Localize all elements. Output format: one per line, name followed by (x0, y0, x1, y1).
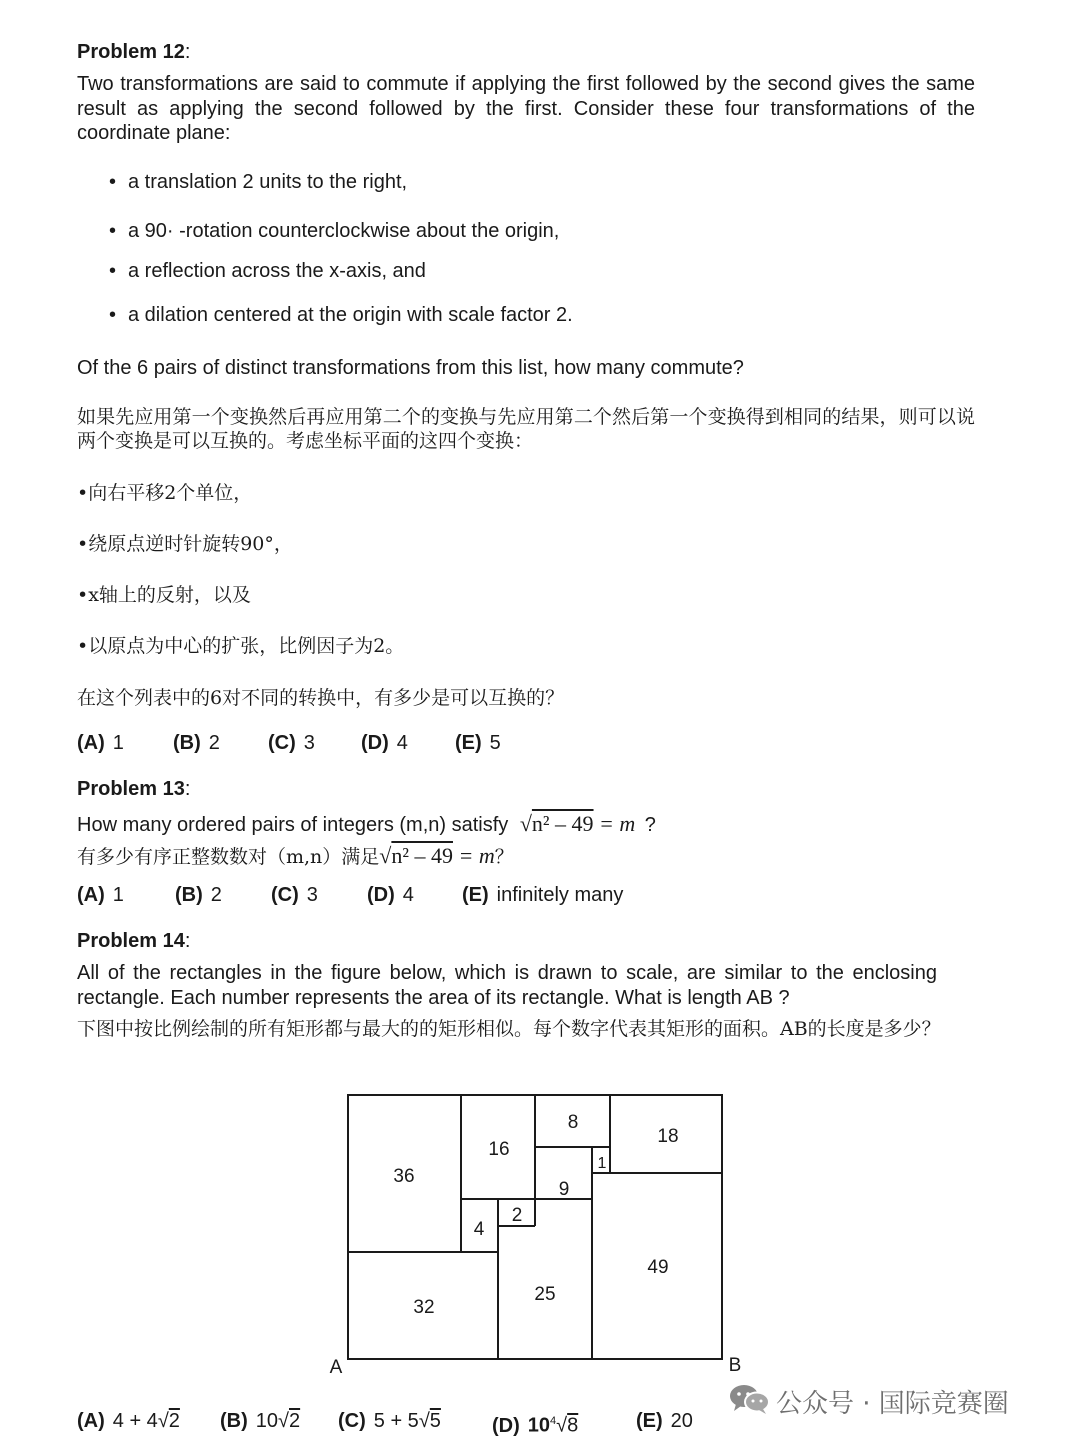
problem-13-question (77, 812, 656, 838)
problem-14-title: Problem 14 (77, 930, 185, 952)
point-label-a: A (329, 1357, 343, 1378)
p12-zh-bullet-4: •以原点为中心的扩张，比例因子为2。 (77, 635, 405, 657)
p12-choice-d: (D) 4 (361, 732, 408, 754)
p13-choice-e: (E) infinitely many (462, 884, 624, 906)
wechat-icon (728, 1382, 772, 1416)
p13-zh-equation (379, 843, 494, 868)
p14-choice-d: (D) $10^4√8$ (492, 1414, 579, 1437)
p12-zh-bullet-2: •绕原点逆时针旋转90°， (77, 533, 293, 555)
problem-13-zh-question (77, 844, 514, 869)
problem-14-intro: All of the rectangles in the figure below, which is drawn to scale, are similar to the enclosing rectangle. Each number represents the area of its rectangle. What is length AB ? (77, 962, 937, 1009)
problem-13-heading (77, 778, 190, 801)
area-label-9: 9 (558, 1179, 570, 1200)
p14-choice-a: (A) 4 + 4√2 (77, 1410, 180, 1432)
p13-choice-c: (C) 3 (271, 884, 318, 906)
watermark-text: 公众号 · 国际竞赛圈 (776, 1389, 1009, 1419)
p12-bullet-1: • a translation 2 units to the right, (128, 170, 407, 195)
radical-icon: √ (379, 843, 392, 868)
p13-zh-question-text: 有多少有序正整数数对（m,n）满足 (77, 846, 380, 868)
problem-13-colon: : (184, 778, 191, 800)
problem-12-intro: Two transformations are said to commute if applying the first followed by the second gives the same result as applying the second followed by the first. Consider these four transformations of the coordinate plane: (77, 73, 975, 144)
p13-choice-b: (B) 2 (175, 884, 222, 906)
p14-choice-b: (B) 10√2 (220, 1410, 301, 1432)
p13-equation (520, 811, 641, 836)
problem-12-zh-question: 在这个列表中的6对不同的转换中，有多少是可以互换的？ (77, 687, 565, 709)
p14-choice-e: (E) 20 (636, 1410, 693, 1432)
p13-choice-d: (D) 4 (367, 884, 414, 906)
problem-14-zh-intro: 下图中按比例绘制的所有矩形都与最大的的矩形相似。每个数字代表其矩形的面积。AB的长度是多少？ (77, 1018, 941, 1040)
p12-bullet-2: • a 90· -rotation counterclockwise about the origin, (128, 219, 559, 244)
area-label-25: 25 (534, 1284, 556, 1305)
problem-14-heading (77, 930, 190, 953)
p12-zh-bullet-1: •向右平移2个单位， (77, 482, 253, 504)
area-label-32: 32 (413, 1297, 435, 1318)
p13-radicand: n² – 49 (531, 811, 594, 836)
p13-qmark: ? (644, 814, 656, 836)
area-label-16: 16 (488, 1139, 510, 1160)
point-label-b: B (728, 1355, 742, 1376)
p12-zh-bullet-3: •x轴上的反射，以及 (77, 584, 251, 606)
problem-12-zh-intro: 如果先应用第一个变换然后再应用第二个的变换与先应用第二个然后第一个变换得到相同的结果，则可以说两个变换是可以互换的。考虑坐标平面的这四个变换： (77, 406, 975, 452)
p12-choice-a: (A) 1 (77, 732, 124, 754)
p14-choice-c: (C) 5 + 5√5 (338, 1410, 441, 1432)
p13-choice-a: (A) 1 (77, 884, 124, 906)
problem-12-question: Of the 6 pairs of distinct transformations from this list, how many commute? (77, 357, 744, 379)
p13-zh-radicand: n² – 49 (391, 843, 453, 868)
area-label-36: 36 (393, 1166, 415, 1187)
area-label-4: 4 (473, 1219, 485, 1240)
p13-equals: = m (599, 811, 636, 836)
problem-12-colon: : (184, 41, 191, 63)
problem-14-colon: : (184, 930, 191, 952)
problem-13-title: Problem 13 (77, 778, 185, 800)
area-label-49: 49 (647, 1257, 669, 1278)
p12-choice-c: (C) 3 (268, 732, 315, 754)
p13-question-text: How many ordered pairs of integers (m,n) satisfy (77, 814, 509, 836)
area-label-8: 8 (567, 1112, 579, 1133)
p12-bullet-4: • a dilation centered at the origin with scale factor 2. (128, 303, 573, 328)
rectangle-figure (320, 1085, 760, 1380)
area-label-18: 18 (657, 1126, 679, 1147)
p13-zh-qmark: ？ (494, 846, 514, 868)
area-label-1: 1 (597, 1155, 607, 1172)
radical-icon: √ (519, 811, 532, 836)
p12-choice-e: (E) 5 (455, 732, 501, 754)
p12-choice-b: (B) 2 (173, 732, 220, 754)
p13-zh-equals: = m (458, 843, 495, 868)
problem-12-heading (77, 41, 190, 64)
area-label-2: 2 (511, 1205, 523, 1226)
p12-bullet-3: • a reflection across the x-axis, and (128, 259, 426, 284)
problem-12-title: Problem 12 (77, 41, 185, 63)
